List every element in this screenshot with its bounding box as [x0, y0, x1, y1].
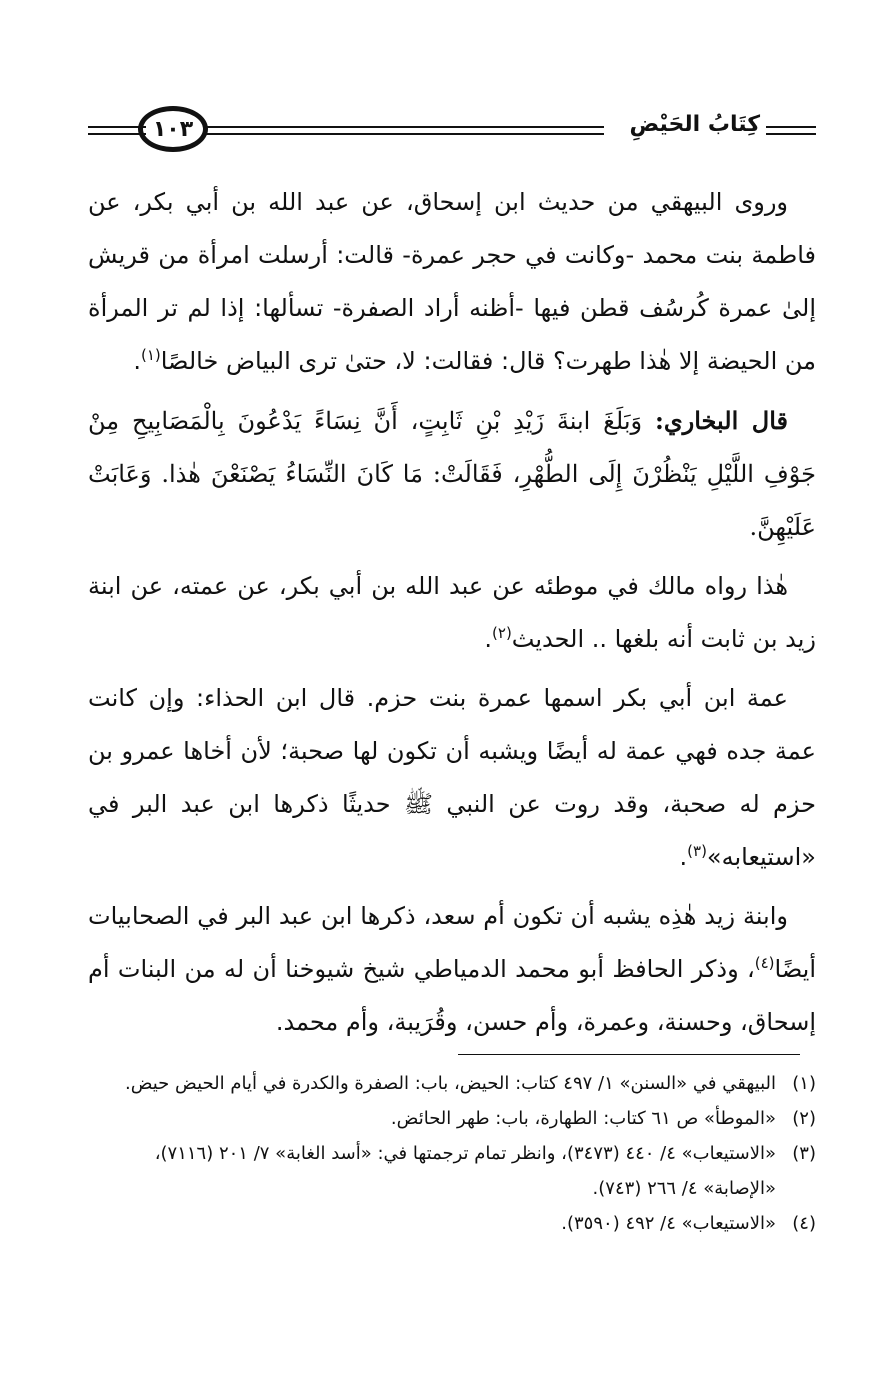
paragraph-text: وروى البيهقي من حديث ابن إسحاق، عن عبد الله بن أبي بكر، عن فاطمة بنت محمد -وكانت في حجر عمرة- قالت: أرسلت امرأة من قريش إلىٰ عمرة كُرسُف قطن فيها -أظنه أراد الصفرة- تسألها: إذا لم تر المرأة من الحيضة إلا هٰذا طهرت؟ قال: فقالت: لا، حتىٰ ترى البياض خالصًا: [88, 188, 816, 375]
footnote-number: (٤): [792, 1213, 816, 1234]
footnote-separator: [458, 1054, 800, 1055]
footnote: [88, 1066, 816, 1101]
footnote-text: «الاستيعاب» ٤/ ٤٤٠ (٣٤٧٣)، وانظر تمام ترجمتها في: «أسد الغابة» ٧/ ٢٠١ (٧١١٦)، «الإصابة» ٤/ ٢٦٦ (٧٤٣).: [154, 1143, 776, 1199]
paragraph-text: عمة ابن أبي بكر اسمها عمرة بنت حزم. قال ابن الحذاء: وإن كانت عمة جده فهي عمة له أيضًا ويشبه أن تكون لها صحبة؛ لأن أخاها عمرو بن حزم له صحبة، وقد روت عن النبي ﷺ حديثًا ذكرها ابن عبد البر في «استيعابه»: [88, 684, 816, 871]
header-rule-left-outer-2: [88, 133, 146, 135]
header-rule-middle: [206, 126, 604, 128]
main-text: [88, 176, 816, 1055]
footnote-ref: (٣): [687, 842, 707, 860]
paragraph-text: وابنة زيد هٰذِه يشبه أن تكون أم سعد، ذكرها ابن عبد البر في الصحابيات أيضًا: [88, 902, 816, 983]
paragraph: [88, 890, 816, 1049]
page-number: ١٠٣: [152, 116, 194, 142]
paragraph-tail: .: [133, 347, 141, 375]
paragraph-tail: .: [679, 843, 688, 871]
footnote-text: «الموطأ» ص ٦١ كتاب: الطهارة، باب: طهر الحائض.: [390, 1108, 776, 1129]
footnote-ref: (١): [140, 346, 161, 364]
header-rule-middle-2: [206, 133, 604, 135]
hadith-text: وَبَلَغَ ابنةَ زَيْدِ بْنِ ثَابِتٍ، أَنَّ نِسَاءً يَدْعُونَ بِالْمَصَابِيحِ مِنْ جَوْفِ اللَّيْلِ يَنْظُرْنَ إِلَى الطُّهْرِ، فَقَالَتْ: مَا كَانَ النِّسَاءُ يَصْنَعْنَ هٰذا. وَعَابَتْ عَلَيْهِنَّ.: [88, 407, 816, 541]
footnote-number: (٣): [792, 1143, 816, 1164]
footnote-text: «الاستيعاب» ٤/ ٤٩٢ (٣٥٩٠).: [561, 1213, 776, 1234]
footnote-text: البيهقي في «السنن» ١/ ٤٩٧ كتاب: الحيض، باب: الصفرة والكدرة في أيام الحيض حيض.: [124, 1073, 776, 1094]
footnote-ref: (٤): [754, 954, 775, 972]
paragraph: [88, 560, 816, 666]
footnote: [88, 1206, 816, 1241]
page-number-ornament: [138, 106, 208, 152]
header-rule-right: [766, 126, 816, 128]
footnote-number: (٢): [792, 1108, 816, 1129]
paragraph-lead: قال البخاري:: [654, 406, 789, 435]
page-header: [88, 102, 816, 164]
footnote-number: (١): [792, 1073, 816, 1094]
paragraph: [88, 672, 816, 884]
paragraph: [88, 176, 816, 388]
hadith-paragraph: [88, 394, 816, 554]
footnote-ref: (٢): [492, 624, 512, 642]
footnotes: [88, 1066, 816, 1241]
paragraph-tail: .: [484, 625, 493, 653]
header-rule-right-2: [766, 133, 816, 135]
footnote: [88, 1101, 816, 1136]
running-title: كِتَابُ الحَيْضِ: [629, 112, 760, 137]
footnote: [88, 1136, 816, 1206]
paragraph-text: هٰذا رواه مالك في موطئه عن عبد الله بن أبي بكر، عن عمته، عن ابنة زيد بن ثابت أنه بلغها .. الحديث: [88, 572, 816, 653]
paragraph-tail: ، وذكر الحافظ أبو محمد الدمياطي شيخ شيوخنا أن له من البنات أم إسحاق، وحسنة، وعمرة، وأم حسن، وقُرَيبة، وأم محمد.: [88, 955, 816, 1036]
